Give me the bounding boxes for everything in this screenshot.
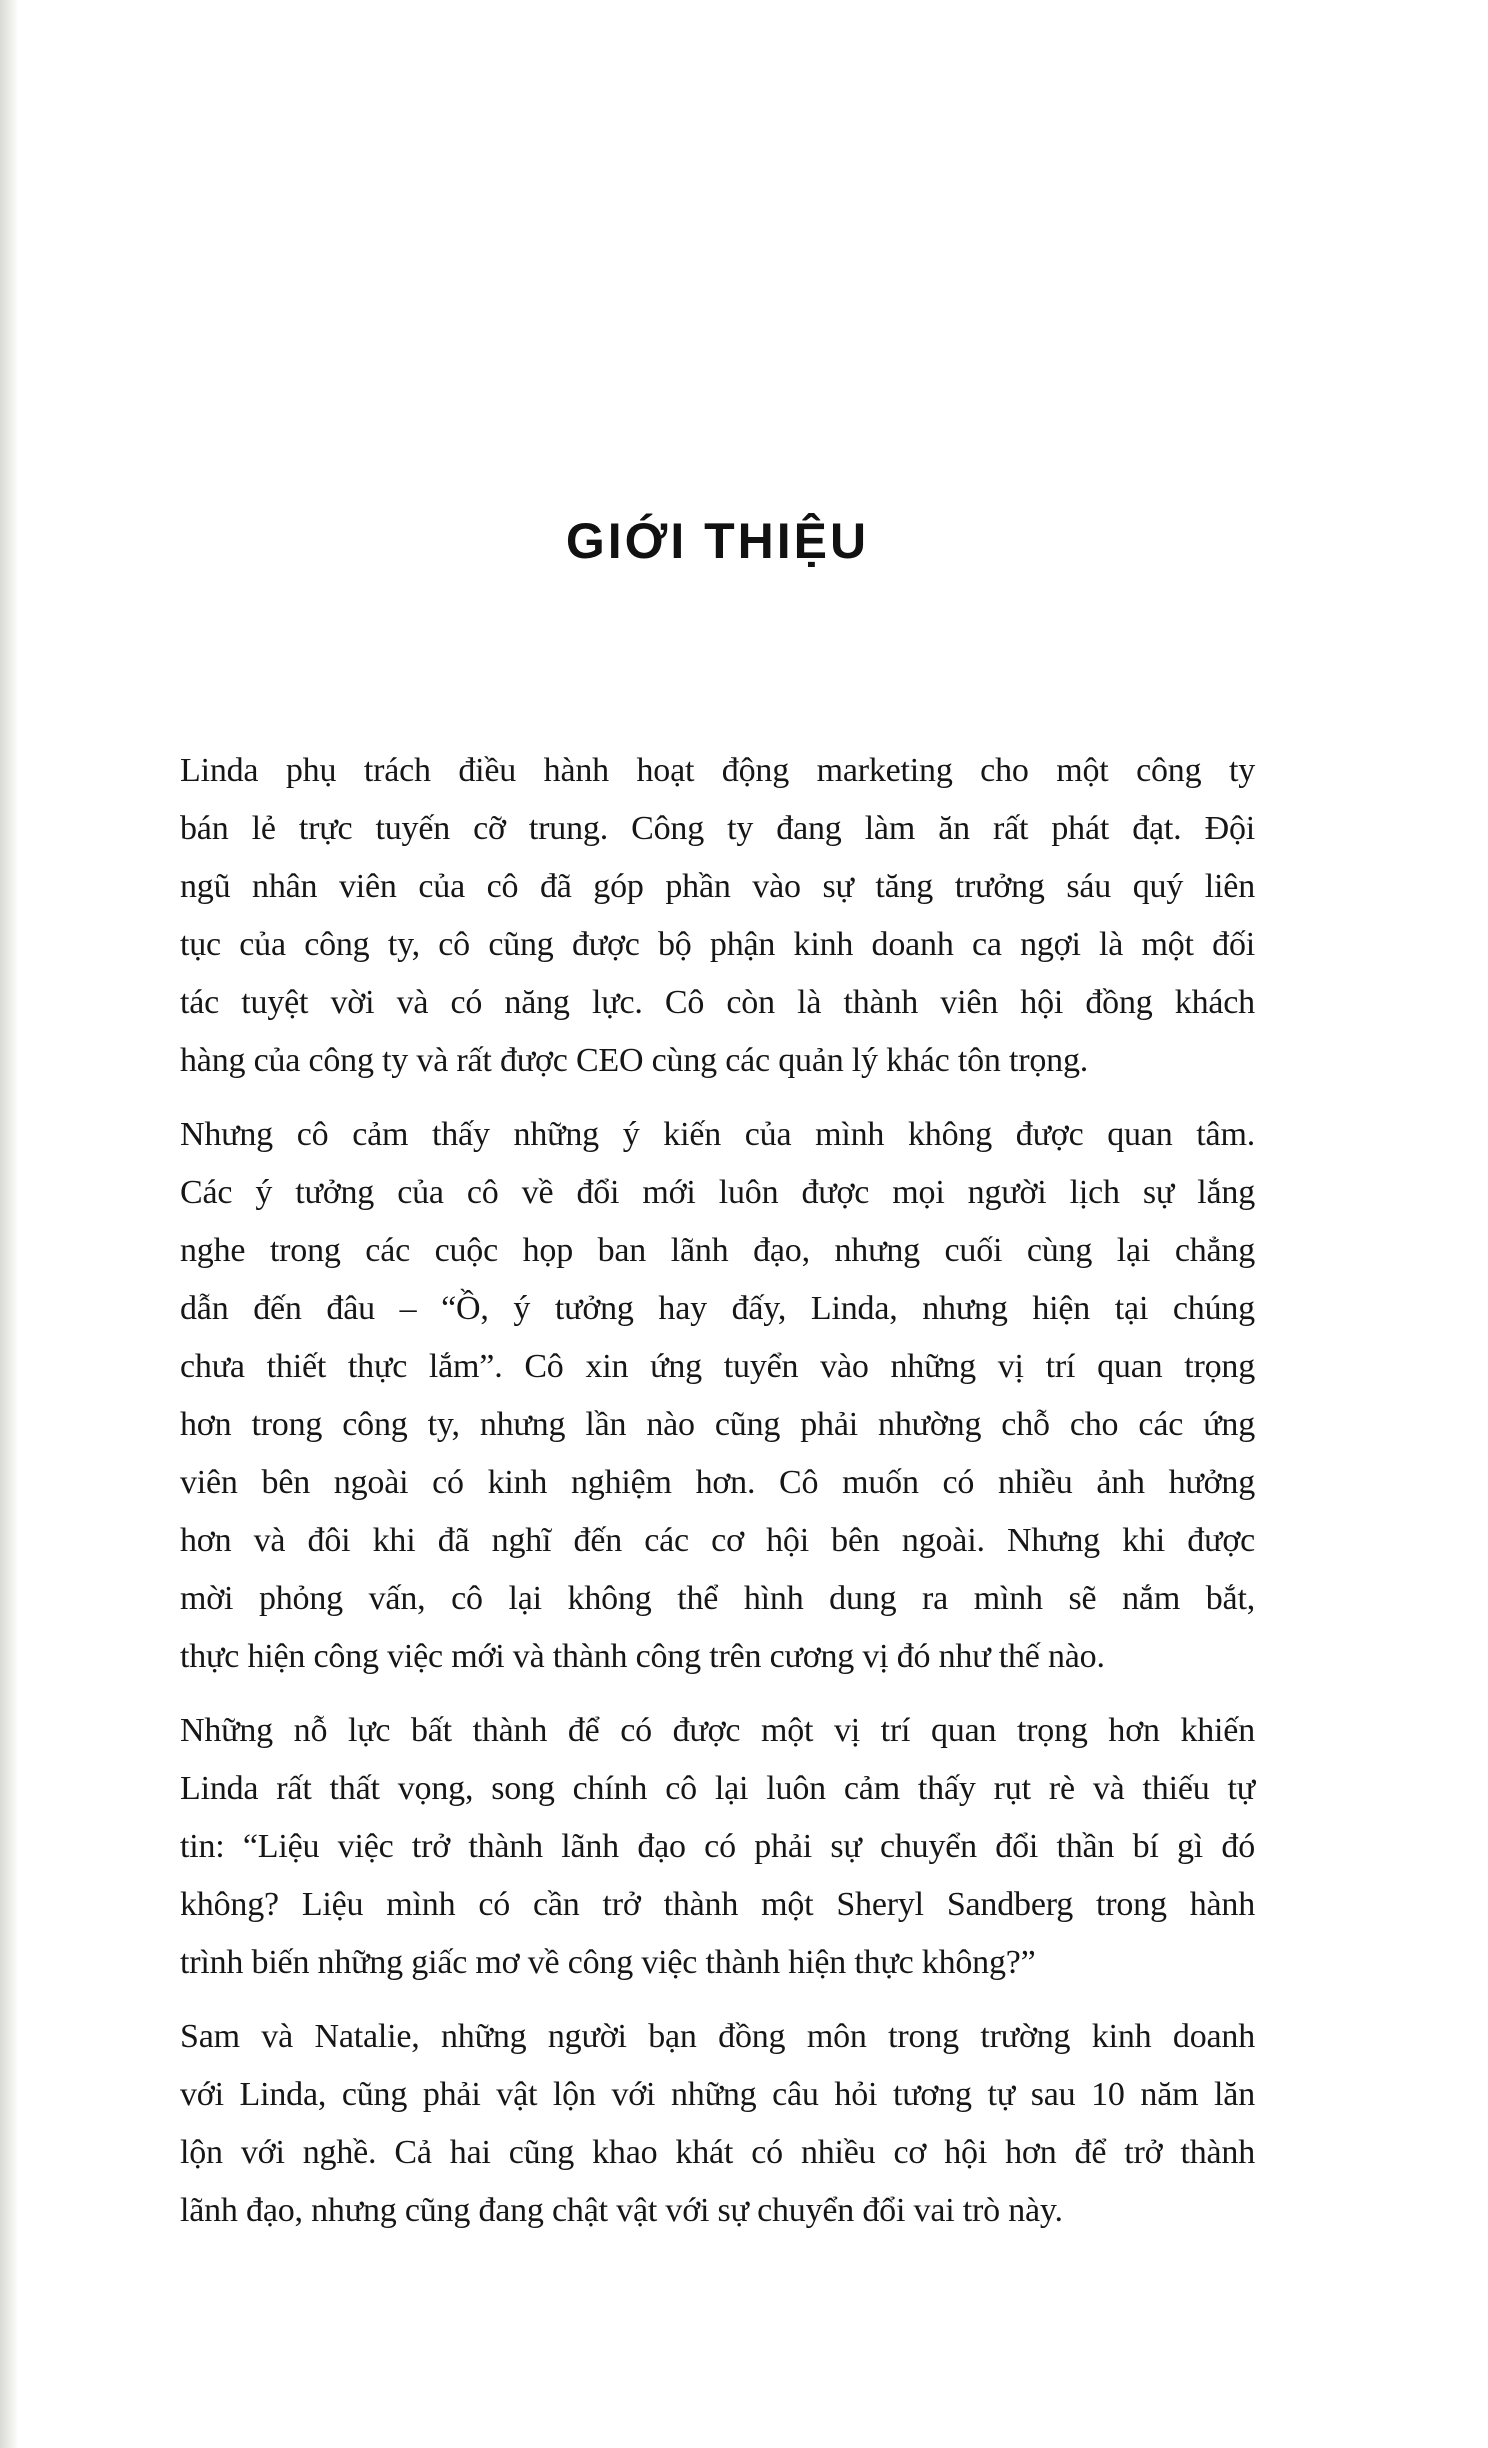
paragraph (180, 1702, 1255, 1992)
text-line: thực hiện công việc mới và thành công trên cương vị đó như thế nào. (180, 1638, 1105, 1675)
paragraph (180, 2008, 1255, 2240)
text-line: tin: “Liệu việc trở thành lãnh đạo có phải sự chuyển đổi thần bí gì đó (180, 1828, 1255, 1865)
paragraph (180, 1106, 1255, 1686)
text-line: hơn và đôi khi đã nghĩ đến các cơ hội bên ngoài. Nhưng khi được (180, 1522, 1255, 1559)
text-line: tác tuyệt vời và có năng lực. Cô còn là thành viên hội đồng khách (180, 984, 1255, 1021)
body-text (180, 742, 1255, 2256)
text-line: lãnh đạo, nhưng cũng đang chật vật với sự chuyển đổi vai trò này. (180, 2192, 1063, 2229)
paragraph (180, 742, 1255, 1090)
text-line: không? Liệu mình có cần trở thành một Sheryl Sandberg trong hành (180, 1886, 1255, 1923)
text-line: trình biến những giấc mơ về công việc thành hiện thực không?” (180, 1944, 1036, 1981)
text-line: hơn trong công ty, nhưng lần nào cũng phải nhường chỗ cho các ứng (180, 1406, 1255, 1443)
text-line: Sam và Natalie, những người bạn đồng môn trong trường kinh doanh (180, 2018, 1255, 2055)
text-line: nghe trong các cuộc họp ban lãnh đạo, nhưng cuối cùng lại chẳng (180, 1232, 1255, 1269)
text-line: lộn với nghề. Cả hai cũng khao khát có nhiều cơ hội hơn để trở thành (180, 2134, 1255, 2171)
text-line: Nhưng cô cảm thấy những ý kiến của mình không được quan tâm. (180, 1116, 1255, 1153)
text-line: hàng của công ty và rất được CEO cùng các quản lý khác tôn trọng. (180, 1042, 1089, 1079)
text-line: tục của công ty, cô cũng được bộ phận kinh doanh ca ngợi là một đối (180, 926, 1255, 963)
scan-gutter-shadow (0, 0, 18, 2448)
text-line: bán lẻ trực tuyến cỡ trung. Công ty đang làm ăn rất phát đạt. Đội (180, 810, 1255, 847)
chapter-title: GIỚI THIỆU (565, 513, 870, 569)
text-line: với Linda, cũng phải vật lộn với những câu hỏi tương tự sau 10 năm lăn (180, 2076, 1255, 2113)
text-line: chưa thiết thực lắm”. Cô xin ứng tuyển vào những vị trí quan trọng (180, 1348, 1255, 1385)
text-line: Những nỗ lực bất thành để có được một vị trí quan trọng hơn khiến (180, 1712, 1255, 1749)
text-line: dẫn đến đâu – “Ồ, ý tưởng hay đấy, Linda, nhưng hiện tại chúng (180, 1290, 1255, 1327)
text-line: mời phỏng vấn, cô lại không thể hình dung ra mình sẽ nắm bắt, (180, 1580, 1255, 1617)
text-line: ngũ nhân viên của cô đã góp phần vào sự tăng trưởng sáu quý liên (180, 868, 1255, 905)
text-line: Các ý tưởng của cô về đổi mới luôn được mọi người lịch sự lắng (180, 1174, 1255, 1211)
text-line: Linda rất thất vọng, song chính cô lại luôn cảm thấy rụt rè và thiếu tự (180, 1770, 1255, 1807)
text-line: viên bên ngoài có kinh nghiệm hơn. Cô muốn có nhiều ảnh hưởng (180, 1464, 1255, 1501)
text-line: Linda phụ trách điều hành hoạt động marketing cho một công ty (180, 752, 1255, 789)
